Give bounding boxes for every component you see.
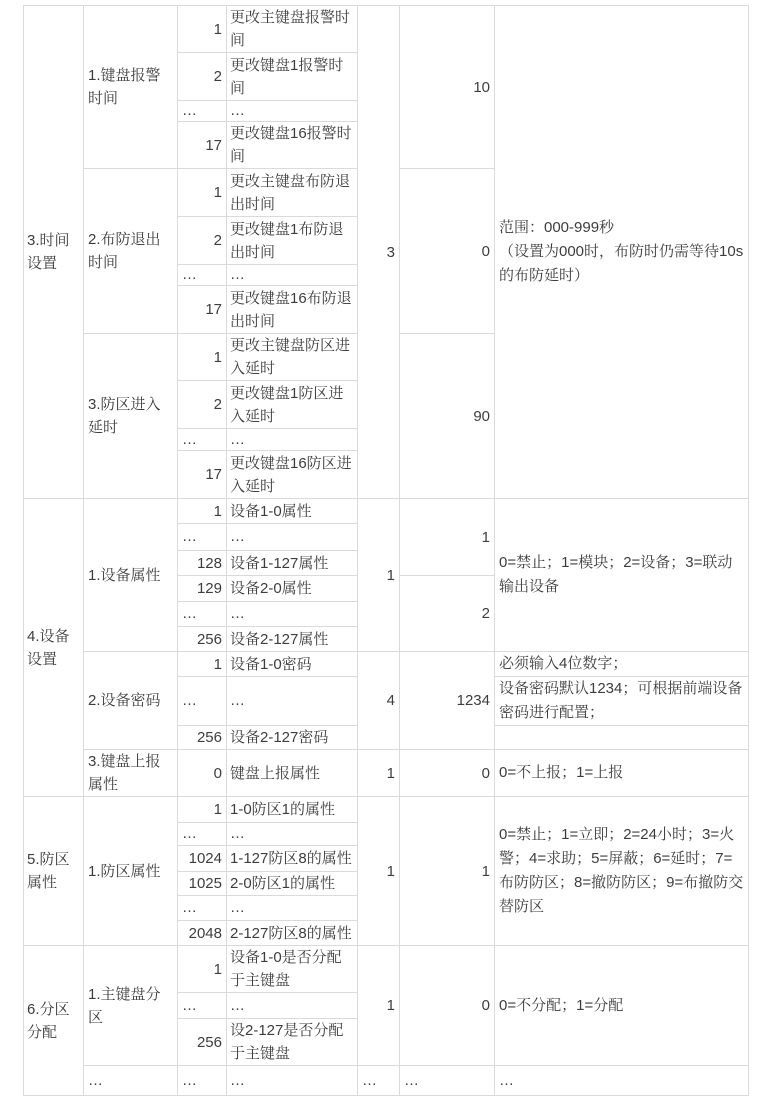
cell-index: … bbox=[178, 101, 227, 122]
table-row bbox=[24, 946, 749, 993]
cell-description: 更改键盘16布防退出时间 bbox=[227, 286, 358, 334]
cell-index: 2 bbox=[178, 381, 227, 429]
cell-index: 2048 bbox=[178, 921, 227, 946]
cell-length: 1 bbox=[358, 499, 400, 652]
cell-description: 设备1-0密码 bbox=[227, 652, 358, 677]
table-row bbox=[24, 797, 749, 823]
cell-category: 3.时间设置 bbox=[24, 6, 84, 499]
cell-value: 0 bbox=[400, 750, 495, 797]
cell-value: 10 bbox=[400, 6, 495, 169]
cell-description: 2-0防区1的属性 bbox=[227, 872, 358, 896]
cell-index: 17 bbox=[178, 122, 227, 169]
cell-note: 0=不上报；1=上报 bbox=[495, 750, 749, 797]
cell-index: 1 bbox=[178, 169, 227, 217]
table-row bbox=[24, 652, 749, 677]
cell-index: 1024 bbox=[178, 846, 227, 872]
cell-description: 设备1-0属性 bbox=[227, 499, 358, 524]
cell-description: … bbox=[227, 265, 358, 286]
cell-index: 0 bbox=[178, 750, 227, 797]
cell-value: 0 bbox=[400, 946, 495, 1066]
cell-note: 设备密码默认1234；可根据前端设备密码进行配置； bbox=[495, 677, 749, 726]
cell-description: … bbox=[227, 429, 358, 451]
cell-index: … bbox=[178, 993, 227, 1019]
cell-index: … bbox=[178, 677, 227, 726]
cell-index: 1 bbox=[178, 797, 227, 823]
cell-index: 256 bbox=[178, 726, 227, 750]
cell-note: 0=不分配；1=分配 bbox=[495, 946, 749, 1066]
cell-subcategory: 2.设备密码 bbox=[84, 652, 178, 750]
cell-index: 256 bbox=[178, 627, 227, 652]
cell-description: 设备2-127属性 bbox=[227, 627, 358, 652]
cell-index: … bbox=[178, 823, 227, 846]
cell-description: … bbox=[227, 823, 358, 846]
cell-index: 1 bbox=[178, 652, 227, 677]
cell-subcategory: … bbox=[84, 1066, 178, 1096]
cell-description: 更改主键盘布防退出时间 bbox=[227, 169, 358, 217]
cell-description: 设备2-127密码 bbox=[227, 726, 358, 750]
cell-value: … bbox=[400, 1066, 495, 1096]
cell-description: … bbox=[227, 677, 358, 726]
note-line: 范围：000-999秒 bbox=[499, 219, 615, 236]
cell-subcategory: 2.布防退出时间 bbox=[84, 169, 178, 334]
cell-subcategory: 3.防区进入延时 bbox=[84, 334, 178, 499]
cell-index: 129 bbox=[178, 576, 227, 602]
cell-index: 1 bbox=[178, 6, 227, 53]
cell-length: 1 bbox=[358, 750, 400, 797]
cell-description: … bbox=[227, 524, 358, 551]
cell-length: 1 bbox=[358, 797, 400, 946]
cell-index: 2 bbox=[178, 53, 227, 101]
cell-description: 更改键盘1报警时间 bbox=[227, 53, 358, 101]
cell-length: … bbox=[358, 1066, 400, 1096]
cell-value: 1 bbox=[400, 499, 495, 576]
cell-description: 设2-127是否分配于主键盘 bbox=[227, 1019, 358, 1066]
cell-index: 256 bbox=[178, 1019, 227, 1066]
cell-index: 17 bbox=[178, 451, 227, 499]
cell-description: … bbox=[227, 101, 358, 122]
table-row bbox=[24, 499, 749, 524]
cell-value: 1 bbox=[400, 797, 495, 946]
cell-value: 2 bbox=[400, 576, 495, 652]
note-line: （设置为000时，布防时仍需等待10s的布防延时） bbox=[499, 243, 744, 284]
cell-description: 设备1-127属性 bbox=[227, 551, 358, 576]
cell-description: … bbox=[227, 1066, 358, 1096]
cell-length: 4 bbox=[358, 652, 400, 750]
cell-description: … bbox=[227, 896, 358, 921]
cell-category: 5.防区属性 bbox=[24, 797, 84, 946]
cell-value: 1234 bbox=[400, 652, 495, 750]
cell-description: 更改键盘1布防退出时间 bbox=[227, 217, 358, 265]
cell-index: 1 bbox=[178, 946, 227, 993]
cell-index: … bbox=[178, 896, 227, 921]
cell-subcategory: 1.键盘报警时间 bbox=[84, 6, 178, 169]
cell-description: 设备1-0是否分配于主键盘 bbox=[227, 946, 358, 993]
cell-value: 90 bbox=[400, 334, 495, 499]
cell-description: 更改主键盘报警时间 bbox=[227, 6, 358, 53]
cell-index: … bbox=[178, 265, 227, 286]
cell-index: 1025 bbox=[178, 872, 227, 896]
cell-description: 键盘上报属性 bbox=[227, 750, 358, 797]
cell-index: … bbox=[178, 602, 227, 627]
cell-index: 17 bbox=[178, 286, 227, 334]
cell-description: 1-0防区1的属性 bbox=[227, 797, 358, 823]
cell-category: 6.分区分配 bbox=[24, 946, 84, 1096]
cell-description: 2-127防区8的属性 bbox=[227, 921, 358, 946]
table-row bbox=[24, 1066, 749, 1096]
cell-length: 3 bbox=[358, 6, 400, 499]
cell-note: … bbox=[495, 1066, 749, 1096]
cell-category: 4.设备设置 bbox=[24, 499, 84, 797]
cell-subcategory: 1.设备属性 bbox=[84, 499, 178, 652]
cell-note: 0=禁止；1=模块；2=设备；3=联动输出设备 bbox=[495, 499, 749, 652]
cell-note: 0=禁止；1=立即；2=24小时；3=火警；4=求助；5=屏蔽；6=延时；7=布防防区；8=撤防防区；9=布撤防交替防区 bbox=[495, 797, 749, 946]
cell-note bbox=[495, 6, 749, 499]
cell-index: 1 bbox=[178, 499, 227, 524]
settings-table bbox=[23, 5, 749, 1096]
table-row bbox=[24, 6, 749, 53]
cell-length: 1 bbox=[358, 946, 400, 1066]
cell-description: 更改主键盘防区进入延时 bbox=[227, 334, 358, 381]
cell-note: 必须输入4位数字； bbox=[495, 652, 749, 677]
cell-description: 更改键盘16防区进入延时 bbox=[227, 451, 358, 499]
cell-index: … bbox=[178, 1066, 227, 1096]
cell-subcategory: 1.防区属性 bbox=[84, 797, 178, 946]
cell-description: … bbox=[227, 993, 358, 1019]
cell-description: 更改键盘1防区进入延时 bbox=[227, 381, 358, 429]
table-row bbox=[24, 750, 749, 797]
cell-description: 更改键盘16报警时间 bbox=[227, 122, 358, 169]
cell-index: … bbox=[178, 524, 227, 551]
table-body bbox=[24, 6, 749, 1096]
cell-value: 0 bbox=[400, 169, 495, 334]
cell-index: 128 bbox=[178, 551, 227, 576]
cell-index: … bbox=[178, 429, 227, 451]
cell-description: 设备2-0属性 bbox=[227, 576, 358, 602]
cell-index: 2 bbox=[178, 217, 227, 265]
cell-note bbox=[495, 726, 749, 750]
cell-subcategory: 1.主键盘分区 bbox=[84, 946, 178, 1066]
cell-description: … bbox=[227, 602, 358, 627]
cell-description: 1-127防区8的属性 bbox=[227, 846, 358, 872]
cell-index: 1 bbox=[178, 334, 227, 381]
cell-subcategory: 3.键盘上报属性 bbox=[84, 750, 178, 797]
